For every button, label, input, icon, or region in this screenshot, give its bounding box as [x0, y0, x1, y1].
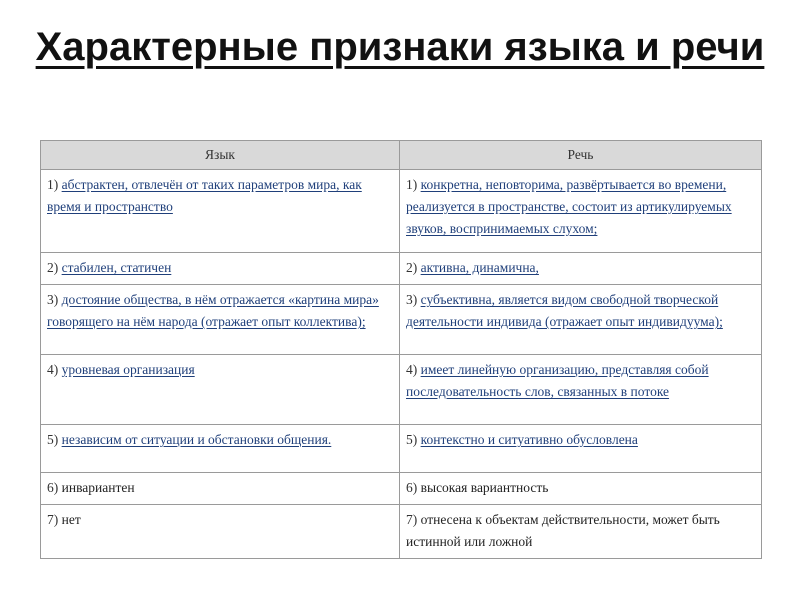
speech-feature-link[interactable]: имеет линейную организацию, представляя собой последовательность слов, связанных в потоке	[406, 362, 709, 399]
table-row	[41, 425, 762, 473]
speech-feature-text: высокая вариантность	[420, 480, 549, 495]
speech-feature-link[interactable]: конкретна, неповторима, развёртывается во времени, реализуется в пространстве, состоит из артикулируемых звуков, воспринимаемых слухом;	[406, 177, 732, 236]
language-feature-link[interactable]: уровневая организация	[61, 362, 195, 377]
language-cell	[41, 473, 400, 505]
column-header-language: Язык	[41, 141, 400, 170]
table-row	[41, 253, 762, 285]
language-cell	[41, 355, 400, 425]
table-row	[41, 473, 762, 505]
language-cell	[41, 170, 400, 253]
item-number: 7)	[47, 512, 62, 527]
speech-cell	[400, 473, 762, 505]
item-number: 6)	[406, 480, 421, 495]
speech-cell	[400, 355, 762, 425]
item-number: 3)	[406, 292, 421, 307]
language-feature-link[interactable]: достояние общества, в нём отражается «картина мира» говорящего на нём народа (отражает опыт коллектива);	[47, 292, 379, 329]
item-number: 3)	[47, 292, 62, 307]
item-number: 6)	[47, 480, 62, 495]
language-feature-link[interactable]: абстрактен, отвлечён от таких параметров мира, как время и пространство	[47, 177, 362, 214]
item-number: 7)	[406, 512, 421, 527]
speech-cell	[400, 170, 762, 253]
item-number: 1)	[47, 177, 62, 192]
language-cell	[41, 425, 400, 473]
language-feature-text: инвариантен	[61, 480, 135, 495]
table-row	[41, 505, 762, 559]
item-number: 1)	[406, 177, 421, 192]
speech-cell	[400, 425, 762, 473]
language-cell	[41, 505, 400, 559]
page-title: Характерные признаки языка и речи	[35, 25, 765, 69]
item-number: 2)	[47, 260, 62, 275]
item-number: 4)	[47, 362, 62, 377]
speech-feature-link[interactable]: контекстно и ситуативно обусловлена	[420, 432, 638, 447]
table-row	[41, 285, 762, 355]
table-row	[41, 355, 762, 425]
comparison-table	[40, 140, 762, 559]
speech-cell	[400, 505, 762, 559]
language-cell	[41, 253, 400, 285]
table-row	[41, 170, 762, 253]
speech-feature-text: отнесена к объектам действительности, может быть истинной или ложной	[406, 512, 720, 549]
language-feature-text: нет	[61, 512, 81, 527]
item-number: 5)	[406, 432, 421, 447]
speech-feature-link[interactable]: субъективна, является видом свободной творческой деятельности индивида (отражает опыт индивидуума);	[406, 292, 723, 329]
table-header-row	[41, 141, 762, 170]
speech-cell	[400, 253, 762, 285]
language-cell	[41, 285, 400, 355]
column-header-speech: Речь	[400, 141, 762, 170]
item-number: 2)	[406, 260, 421, 275]
item-number: 5)	[47, 432, 62, 447]
speech-cell	[400, 285, 762, 355]
speech-feature-link[interactable]: активна, динамична,	[420, 260, 539, 275]
language-feature-link[interactable]: независим от ситуации и обстановки общения.	[61, 432, 332, 447]
language-feature-link[interactable]: стабилен, статичен	[61, 260, 172, 275]
item-number: 4)	[406, 362, 421, 377]
